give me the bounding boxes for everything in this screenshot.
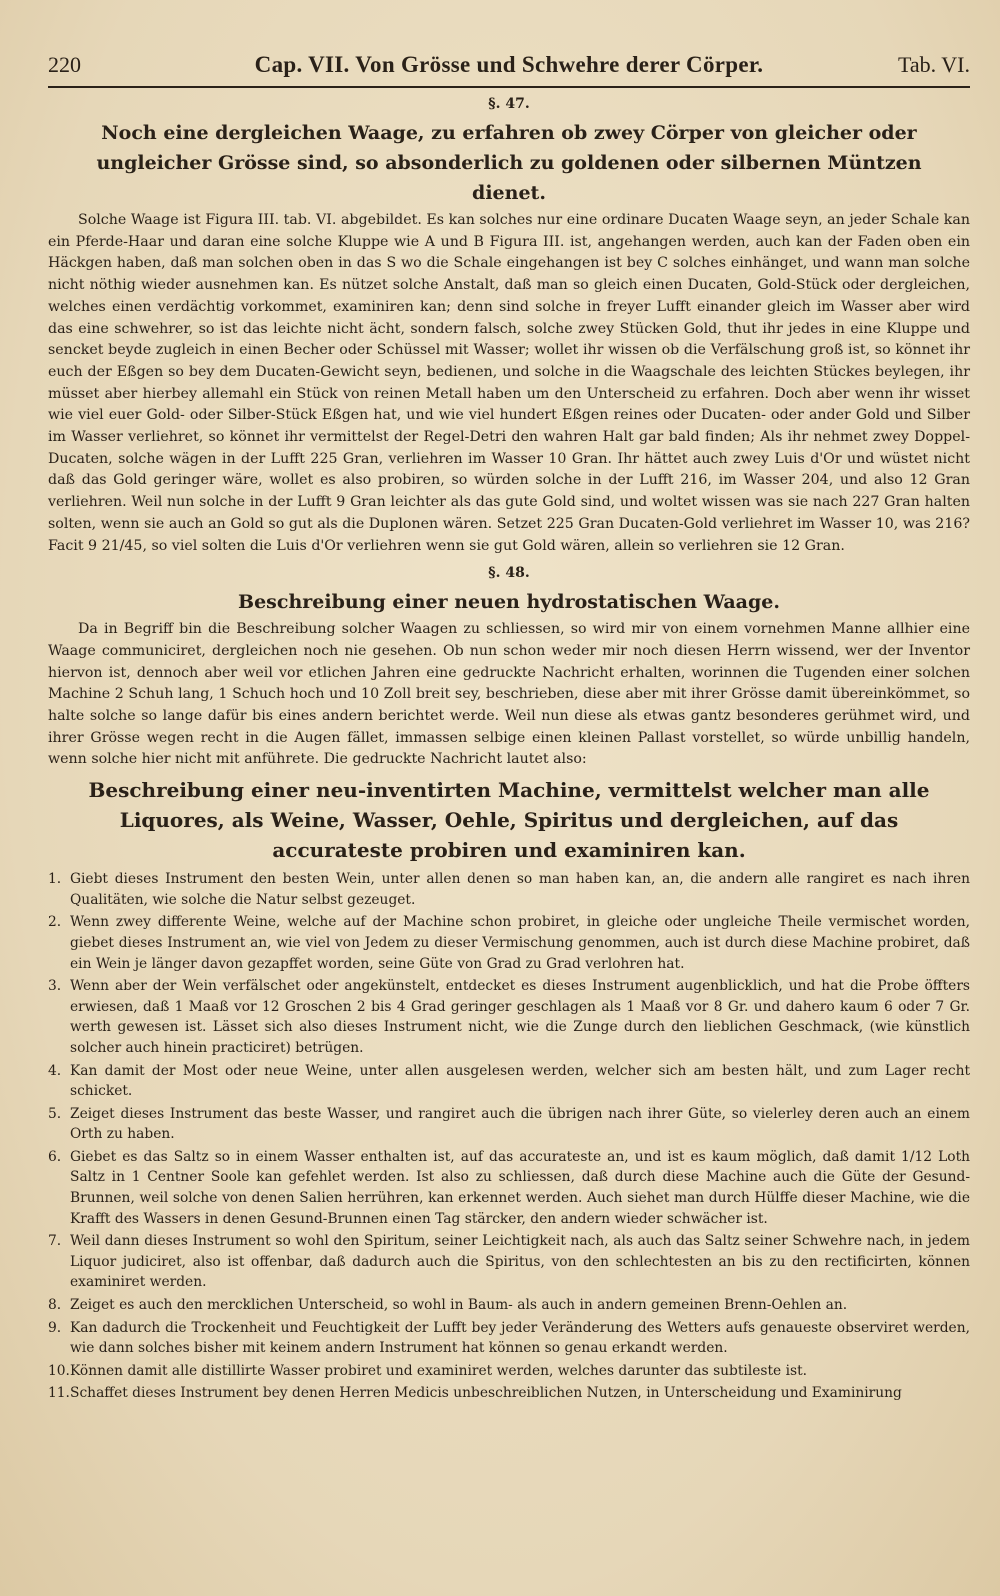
item-number: 5. xyxy=(48,1105,62,1122)
item-number: 3. xyxy=(48,978,62,995)
list-item xyxy=(48,869,970,910)
running-header xyxy=(48,52,970,88)
table-reference: Tab. VI. xyxy=(898,52,970,77)
section-number-47: §. 47. xyxy=(488,96,530,112)
list-item xyxy=(48,1361,970,1382)
section-heading-47: Noch eine dergleichen Waage, zu erfahren ob zwey Cörper von gleicher oder ungleicher Grösse sind, so absonderlich zu goldenen oder silbernen Müntzen dienet. xyxy=(96,122,922,204)
list-item xyxy=(48,1383,970,1404)
list-item xyxy=(48,976,970,1058)
item-number: 11. xyxy=(48,1385,70,1402)
item-number: 2. xyxy=(48,914,62,931)
item-text: Zeiget es auch den mercklichen Unterscheid, so wohl in Baum- als auch in andern gemeinen Brenn-Oehlen an. xyxy=(70,1297,848,1314)
list-item xyxy=(48,1147,970,1229)
machine-description-heading: Beschreibung einer neu-inventirten Machine, vermittelst welcher man alle Liquores, als Weine, Wasser, Oehle, Spiritus und dergleichen, auf das accurateste probiren und examiniren kan. xyxy=(88,778,930,863)
section-heading-48: Beschreibung einer neuen hydrostatischen Waage. xyxy=(238,591,780,614)
numbered-list xyxy=(48,869,970,1404)
list-item xyxy=(48,912,970,974)
item-text: Können damit alle distillirte Wasser probiret und examiniret werden, welches darunter das subtileste ist. xyxy=(70,1362,807,1379)
item-text: Giebet es das Saltz so in einem Wasser enthalten ist, auf das accurateste an, und ist es kaum möglich, daß damit 1/12 Loth Saltz in 1 Centner Soole kan gefehlet werden. Ist also zu schliessen, daß durch diese Machine auch die Güte der Gesund-Brunnen, weil solche von denen Salien herrühren, kan erkennet werden. Auch siehet man durch Hülffe dieser Machine, wie die Krafft des Wassers in denen Gesund-Brunnen einen Tag stärcker, den andern wieder schwächer ist. xyxy=(70,1148,970,1227)
list-item xyxy=(48,1318,970,1359)
page-number: 220 xyxy=(48,52,81,77)
section-text-48: Da in Begriff bin die Beschreibung solcher Waagen zu schliessen, so wird mir von einem vornehmen Manne allhier eine Waage communiciret, dergleichen noch nie gesehen. Ob nun schon weder mir noch diesen Herrn wissend, wer der Inventor hiervon ist, dennoch aber weil vor etlichen Jahren eine gedruckte Nachricht erhalten, worinnen die Tugenden einer solchen Machine 2 Schuh lang, 1 Schuch hoch und 10 Zoll breit sey, beschrieben, diese aber mit ihrer Grösse damit übereinkömmet, so halte solche so lange dafür bis eines andern berichtet werde. Weil nun diese als etwas gantz besonderes gerühmet wird, und ihrer Grösse wegen recht in die Augen fället, immassen selbige einen kleinen Pallast vorstellet, so würde unbillig handeln, wenn solche hier nicht mit anführete. Die gedruckte Nachricht lautet also: xyxy=(48,621,970,768)
item-text: Wenn zwey differente Weine, welche auf der Machine schon probiret, in gleiche oder ungleiche Theile vermischet worden, giebet dieses Instrument an, wie viel von Jedem zu dieser Vermischung genommen, auch ist durch diese Machine probiret, daß ein Wein je länger davon gezapffet worden, seine Güte von Grad zu Grad verlohren hat. xyxy=(70,914,970,972)
item-number: 4. xyxy=(48,1062,62,1079)
item-number: 9. xyxy=(48,1319,62,1336)
item-text: Kan dadurch die Trockenheit und Feuchtigkeit der Lufft bey jeder Veränderung des Wetters aufs genaueste observiret werden, wie dann solches bisher mit keinem andern Instrument hat können so genau erkandt werden. xyxy=(70,1319,970,1357)
item-text: Zeiget dieses Instrument das beste Wasser, und rangiret auch die übrigen nach ihrer Güte, so vielerley deren auch an einem Orth zu haben. xyxy=(70,1105,970,1143)
item-number: 6. xyxy=(48,1148,62,1165)
item-number: 10. xyxy=(48,1362,70,1379)
item-number: 7. xyxy=(48,1233,62,1250)
item-text: Wenn aber der Wein verfälschet oder angekünstelt, entdecket es dieses Instrument augenblicklich, und hat die Probe öffters erwiesen, daß 1 Maaß vor 12 Groschen 2 bis 4 Grad geringer geschlagen als 1 Maaß vor 8 Gr. und dahero kaum 6 oder 7 Gr. werth gewesen ist. Lässet sich also dieses Instrument nicht, wie die Zunge durch den lieblichen Geschmack, (wie künstlich solcher auch hinein practiciret) betrügen. xyxy=(70,978,970,1056)
item-number: 1. xyxy=(48,871,62,888)
chapter-title: Cap. VII. Von Grösse und Schwehre derer Cörper. xyxy=(254,52,764,77)
list-item xyxy=(48,1061,970,1102)
item-text: Schaffet dieses Instrument bey denen Herren Medicis unbeschreiblichen Nutzen, in Unterscheidung und Examinirung xyxy=(70,1385,902,1402)
item-text: Kan damit der Most oder neue Weine, unter allen ausgelesen werden, welcher sich am besten hält, und zum Lager recht schicket. xyxy=(70,1062,970,1100)
section-number-48: §. 48. xyxy=(488,565,530,582)
list-item xyxy=(48,1104,970,1145)
item-text: Weil dann dieses Instrument so wohl den Spiritum, seiner Leichtigkeit nach, als auch das Saltz seiner Schwehre nach, in jedem Liquor judiciret, also ist offenbar, daß dadurch auch die Spiritus, von den schlechtesten an bis zu den rectificirten, können examiniret werden. xyxy=(70,1233,970,1291)
item-text: Giebt dieses Instrument den besten Wein, unter allen denen so man haben kan, an, die andern alle rangiret es nach ihren Qualitäten, wie solche die Natur selbst gezeuget. xyxy=(70,871,970,908)
list-item xyxy=(48,1231,970,1293)
section-text-47: Solche Waage ist Figura III. tab. VI. abgebildet. Es kan solches nur eine ordinare Ducaten Waage seyn, an jeder Schale kan ein Pferde-Haar und daran eine solche Kluppe wie A und B Figura III. ist, angehangen werden, auch kan der Faden oben ein Häckgen haben, daß man solchen oben in das S wo die Schale eingehangen ist bey C solches einhänget, und wann man solche nicht nöthig wieder ausnehmen kan. Es nützet solche Anstalt, daß man so gleich einen Ducaten, Gold-Stück oder dergleichen, welches einen verdächtig vorkommet, examiniren kan; denn sind solche in freyer Lufft einander gleich im Wasser aber wird das eine schwehrer, so ist das leichte nicht ächt, sondern falsch, solche zwey Stücken Gold, thut ihr jedes in eine Kluppe und sencket beyde zugleich in einen Becher oder Schüssel mit Wasser; wollet ihr wissen ob die Verfälschung groß ist, so könnet ihr euch der Eßgen so bey dem Ducaten-Gewicht seyn, bedienen, und solche in die Waagschale des leichten Stückes beylegen, ihr müsset aber hierbey allemahl ein Stück von reinen Metall haben um den Unterscheid zu erfahren. Doch aber wenn ihr wisset wie viel euer Gold- oder Silber-Stück Eßgen hat, und wie viel hundert Eßgen reines oder Ducaten- oder ander Gold und Silber im Wasser verliehret, so könnet ihr vermittelst der Regel-Detri den wahren Halt gar bald finden; Als ihr nehmet zwey Doppel-Ducaten, solche wägen in der Lufft 225 Gran, verliehren im Wasser 10 Gran. Ihr hättet auch zwey Luis d'Or und wüstet nicht daß das Gold geringer wäre, wollet es also probiren, so würden solche in der Lufft 216, im Wasser 204, und also 12 Gran verliehren. Weil nun solche in der Lufft 9 Gran leichter als das gute Gold sind, und woltet wissen was sie nach 227 Gran halten solten, wenn sie auch an Gold so gut als die Duplonen wären. Setzet 225 Gran Ducaten-Gold verliehret im Wasser 10, was 216? Facit 9 21/45, so viel solten die Luis d'Or verliehren wenn sie gut Gold wären, allein so verliehren sie 12 Gran. xyxy=(48,212,970,554)
list-item xyxy=(48,1295,970,1316)
item-number: 8. xyxy=(48,1297,62,1314)
